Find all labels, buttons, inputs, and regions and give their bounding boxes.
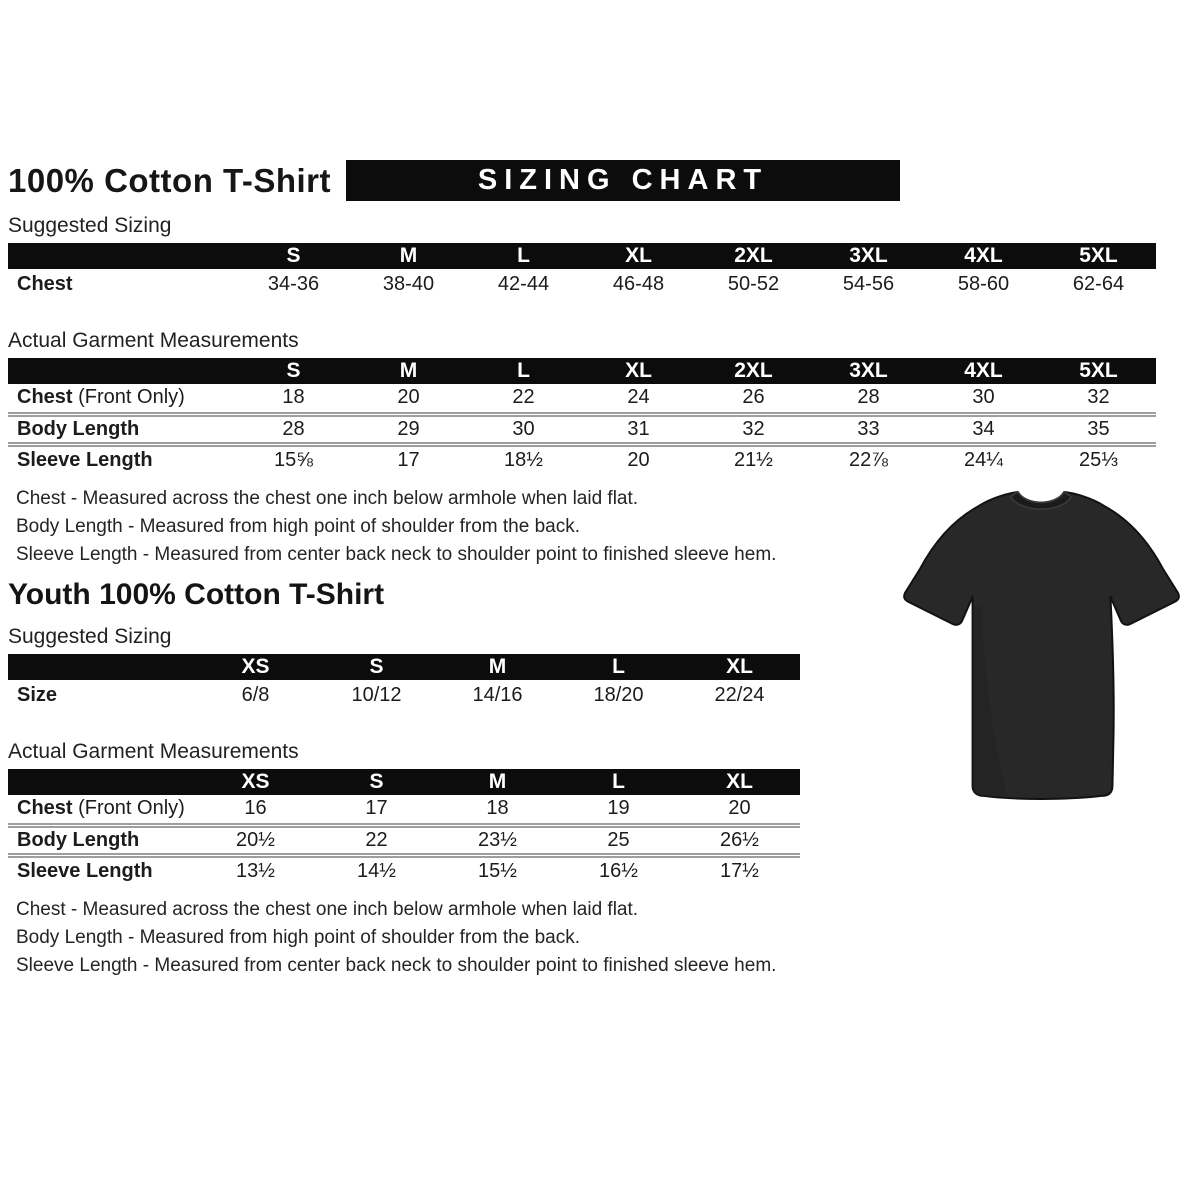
cell-value: 24¼: [926, 444, 1041, 474]
size-col-header: 2XL: [696, 243, 811, 269]
table-row: [8, 269, 1156, 299]
cell-value: 23½: [437, 825, 558, 855]
cell-value: 18: [282, 386, 305, 409]
empty-corner-cell: [8, 769, 195, 795]
size-col-header: XL: [581, 358, 696, 384]
size-col-header: S: [236, 358, 351, 384]
cell-value: 32: [1087, 386, 1110, 409]
cell-value: 20: [581, 444, 696, 474]
table-row: [8, 680, 800, 710]
page-title: 100% Cotton T-Shirt: [8, 161, 332, 199]
empty-corner-cell: [8, 358, 236, 384]
youth-suggested-header-row: [8, 654, 800, 680]
youth-title: Youth 100% Cotton T-Shirt: [8, 578, 385, 611]
row-label: Sleeve Length: [8, 444, 236, 474]
cell-value: 18½: [466, 444, 581, 474]
row-label: Sleeve Length: [8, 855, 195, 885]
cell-value: 6/8: [241, 683, 270, 706]
cell-value: 50-52: [727, 272, 780, 295]
size-col-header: XL: [679, 654, 800, 680]
cell-value: 16½: [558, 855, 679, 885]
youth-notes: [8, 901, 1158, 975]
cell-value: 35: [1041, 414, 1156, 444]
adult-garment-table: [8, 358, 1156, 474]
cell-value: 26½: [679, 825, 800, 855]
cell-value: 42-44: [497, 272, 550, 295]
size-col-header: 3XL: [811, 243, 926, 269]
adult-garment-header-row: [8, 358, 1156, 384]
table-row: [8, 414, 1156, 444]
cell-value: 17½: [679, 855, 800, 885]
sizing-chart-banner: SIZING CHART: [346, 160, 900, 201]
size-col-header: M: [351, 243, 466, 269]
cell-value: 29: [351, 414, 466, 444]
cell-value: 62-64: [1072, 272, 1125, 295]
note-line: Sleeve Length - Measured from center back neck to shoulder point to finished sleeve hem.: [16, 955, 777, 976]
cell-value: 32: [696, 414, 811, 444]
size-col-header: 4XL: [926, 243, 1041, 269]
size-col-header: 2XL: [696, 358, 811, 384]
size-col-header: XL: [679, 769, 800, 795]
size-col-header: XL: [581, 243, 696, 269]
cell-value: 30: [972, 386, 995, 409]
cell-value: 28: [857, 386, 880, 409]
size-col-header: M: [437, 769, 558, 795]
cell-value: 46-48: [612, 272, 665, 295]
size-col-header: L: [558, 769, 679, 795]
note-line: Body Length - Measured from high point of shoulder from the back.: [16, 516, 580, 537]
cell-value: 16: [244, 797, 267, 820]
cell-value: 17: [351, 444, 466, 474]
cell-value: 17: [365, 797, 388, 820]
youth-suggested-table: [8, 654, 800, 710]
cell-value: 14/16: [472, 683, 523, 706]
empty-corner-cell: [8, 654, 195, 680]
row-label: Body Length: [8, 414, 236, 444]
adult-suggested-header-row: [8, 243, 1156, 269]
table-row: [8, 444, 1156, 474]
cell-value: 31: [581, 414, 696, 444]
cell-value: 20½: [195, 825, 316, 855]
row-label: Size: [17, 683, 58, 706]
cell-value: 34-36: [267, 272, 320, 295]
cell-value: 21½: [696, 444, 811, 474]
row-label: Chest (Front Only): [17, 386, 185, 409]
empty-corner-cell: [8, 243, 236, 269]
cell-value: 54-56: [842, 272, 895, 295]
cell-value: 20: [397, 386, 420, 409]
youth-garment-label: Actual Garment Measurements: [8, 740, 299, 763]
size-col-header: M: [437, 654, 558, 680]
size-col-header: L: [558, 654, 679, 680]
cell-value: 13½: [195, 855, 316, 885]
cell-value: 22⅞: [811, 444, 926, 474]
cell-value: 30: [466, 414, 581, 444]
youth-suggested-label: Suggested Sizing: [8, 625, 172, 648]
size-col-header: 4XL: [926, 358, 1041, 384]
cell-value: 25⅓: [1041, 444, 1156, 474]
cell-value: 22: [512, 386, 535, 409]
table-row: [8, 825, 800, 855]
size-col-header: XS: [195, 769, 316, 795]
size-col-header: 5XL: [1041, 243, 1156, 269]
cell-value: 14½: [316, 855, 437, 885]
size-col-header: S: [316, 769, 437, 795]
cell-value: 15⅝: [236, 444, 351, 474]
cell-value: 25: [558, 825, 679, 855]
table-row: [8, 855, 800, 885]
cell-value: 10/12: [351, 683, 402, 706]
black-tshirt-image: [893, 486, 1189, 808]
cell-value: 19: [607, 797, 630, 820]
cell-value: 28: [236, 414, 351, 444]
cell-value: 58-60: [957, 272, 1010, 295]
cell-value: 24: [627, 386, 650, 409]
table-row: [8, 795, 800, 825]
size-col-header: 3XL: [811, 358, 926, 384]
youth-garment-header-row: [8, 769, 800, 795]
adult-suggested-label: Suggested Sizing: [8, 214, 172, 237]
row-label: Chest: [17, 272, 73, 295]
cell-value: 22: [316, 825, 437, 855]
cell-value: 18/20: [593, 683, 644, 706]
adult-garment-label: Actual Garment Measurements: [8, 329, 299, 352]
table-row: [8, 384, 1156, 414]
note-line: Chest - Measured across the chest one inch below armhole when laid flat.: [16, 899, 639, 920]
size-col-header: 5XL: [1041, 358, 1156, 384]
header-row: [8, 160, 1158, 201]
note-line: Chest - Measured across the chest one inch below armhole when laid flat.: [16, 488, 639, 509]
cell-value: 15½: [437, 855, 558, 885]
cell-value: 20: [728, 797, 751, 820]
note-line: Sleeve Length - Measured from center back neck to shoulder point to finished sleeve hem.: [16, 544, 777, 565]
cell-value: 33: [811, 414, 926, 444]
tshirt-body: [904, 492, 1179, 799]
cell-value: 38-40: [382, 272, 435, 295]
tshirt-svg: [893, 486, 1189, 808]
size-col-header: S: [236, 243, 351, 269]
size-col-header: XS: [195, 654, 316, 680]
cell-value: 26: [742, 386, 765, 409]
cell-value: 34: [926, 414, 1041, 444]
size-col-header: L: [466, 243, 581, 269]
cell-value: 18: [486, 797, 509, 820]
row-label: Body Length: [8, 825, 195, 855]
adult-suggested-table: [8, 243, 1156, 299]
note-line: Body Length - Measured from high point of shoulder from the back.: [16, 927, 580, 948]
size-col-header: L: [466, 358, 581, 384]
size-col-header: M: [351, 358, 466, 384]
cell-value: 22/24: [714, 683, 765, 706]
size-col-header: S: [316, 654, 437, 680]
row-label: Chest (Front Only): [17, 797, 185, 820]
youth-garment-table: [8, 769, 800, 885]
